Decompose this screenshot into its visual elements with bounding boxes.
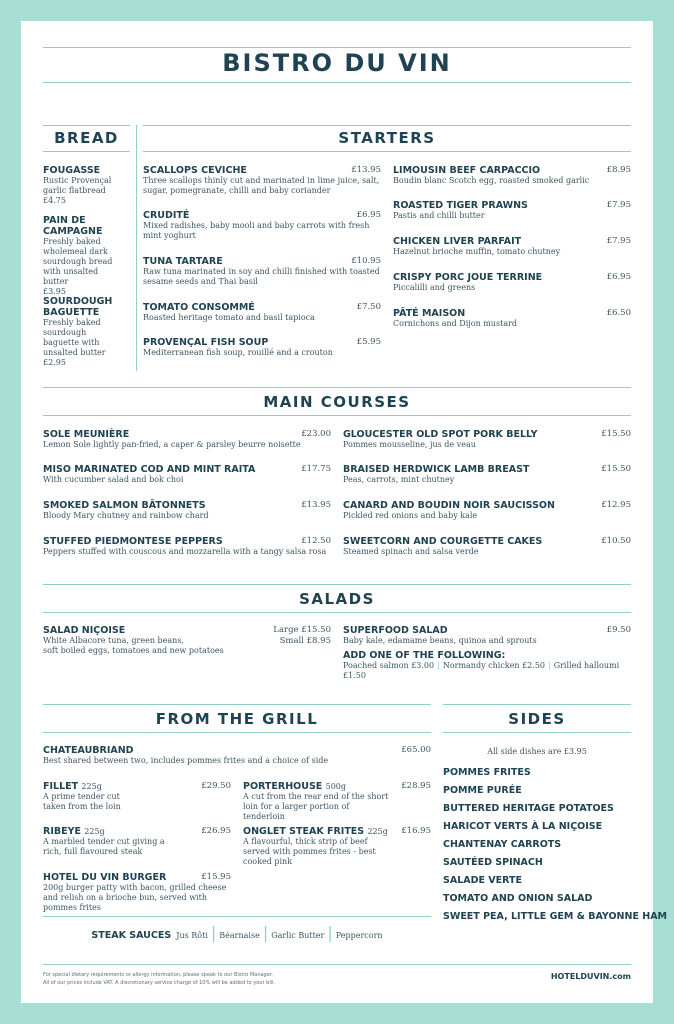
starter-item [143,337,381,358]
grill-item [243,781,431,822]
starter-name: SCALLOPS CEVICHE [143,165,247,176]
website-link[interactable]: HOTELDUVIN.com [550,972,631,981]
grill-desc: Best shared between two, includes pommes frites and a choice of side [43,756,329,765]
grill-name-text: PORTERHOUSE [243,781,323,792]
grill-name-text: ONGLET STEAK FRITES [243,826,365,837]
bread-item-name: SOURDOUGH BAGUETTE [43,296,113,318]
starter-name: TUNA TARTARE [143,256,223,267]
main-price: £12.50 [301,536,331,546]
starter-desc: Piccalilli and greens [393,283,476,292]
bread-item-name: FOUGASSE [43,165,101,176]
side-item: SALADE VERTE [443,875,522,886]
main-price: £10.50 [601,536,631,546]
starter-item [143,302,381,323]
bread-item-price: £2.95 [43,358,66,367]
bread-item-price: £4.75 [43,196,66,205]
salads-heading: SALADS [299,590,375,608]
starter-item [143,210,381,241]
main-name: MISO MARINATED COD AND MINT RAITA [43,464,256,475]
grill-price: £16.95 [401,826,431,836]
salad-price-large: Large £15.50 [273,625,331,635]
grill-price: £26.95 [201,826,231,836]
grill-weight: 225g [367,827,388,836]
starter-item [143,256,381,287]
starter-price: £6.95 [356,210,381,220]
footer-note [43,971,463,987]
starter-price: £8.95 [606,165,631,175]
addon-item: Grilled halloumi £1.50 [343,661,620,680]
main-name: SWEETCORN AND COURGETTE CAKES [343,536,543,547]
starter-name: PÂTÉ MAISON [393,308,466,319]
sauce-item: Garlic Butter [271,931,325,940]
starter-item [143,165,381,196]
sauce-item: Béarnaise [219,931,260,940]
side-item: TOMATO AND ONION SALAD [443,893,593,904]
bread-item [43,215,123,297]
main-price: £17.75 [301,464,331,474]
salad-name: SALAD NIÇOISE [43,625,126,636]
starter-item [393,272,631,293]
salads-rule-top [43,584,631,585]
mains-rule-bottom [43,415,631,416]
separator: | [548,661,551,670]
starters-heading: STARTERS [338,129,436,147]
salad-desc: Baby kale, edamame beans, quinoa and sprouts [343,636,537,645]
starter-item [393,200,631,221]
main-name: GLOUCESTER OLD SPOT PORK BELLY [343,429,538,440]
side-item: POMME PURÉE [443,785,522,796]
addon-item: Normandy chicken £2.50 [442,661,545,670]
side-item: SWEET PEA, LITTLE GEM & BAYONNE HAM [443,911,667,922]
sauce-item: Peppercorn [335,931,383,940]
bread-item-desc: Rustic Provençal garlic flatbread [43,176,112,195]
footer-line: For special dietary requirements or allergy information, please speak to our Bistro Manager. [43,972,273,978]
separator: | [210,923,217,942]
starter-desc: Three scallops thinly cut and marinated in lime juice, salt, sugar, pomegranate, chilli and baby coriander [143,176,380,195]
starter-name: TOMATO CONSOMMÉ [143,302,255,313]
starter-name: CRISPY PORC JOUE TERRINE [393,272,543,283]
bread-rule-bottom [43,151,130,152]
grill-price: £28.95 [401,781,431,791]
starter-desc: Pastis and chilli butter [393,211,485,220]
side-item: HARICOT VERTS À LA NIÇOISE [443,821,603,832]
main-item [43,500,331,521]
grill-weight: 225g [81,782,102,791]
bread-heading: BREAD [54,129,119,147]
main-price: £12.95 [601,500,631,510]
salad-item-nicoise [43,625,331,656]
addon-item: Poached salmon £3.00 [343,661,435,670]
starter-desc: Mixed radishes, baby mooli and baby carrots with fresh mint yoghurt [143,221,370,240]
side-item: POMMES FRITES [443,767,531,778]
bread-item-name: PAIN DE CAMPAGNE [43,215,103,237]
grill-price: £15.95 [201,872,231,882]
main-desc: Steamed spinach and salsa verde [343,547,479,556]
mains-heading: MAIN COURSES [263,393,411,411]
starter-desc: Cornichons and Dijon mustard [393,319,518,328]
starter-price: £5.95 [356,337,381,347]
starter-desc: Boudin blanc Scotch egg, roasted smoked garlic [393,176,590,185]
starter-desc: Roasted heritage tomato and basil tapioca [143,313,315,322]
grill-name: CHATEAUBRIAND [43,745,134,756]
steak-sauces [43,923,431,942]
page-title: BISTRO DU VIN [222,49,452,77]
addons-list [343,661,631,681]
sauce-item: Jus Rôti [176,931,208,940]
grill-name-text: FILLET [43,781,79,792]
sauces-label: STEAK SAUCES [91,930,172,941]
salads-rule-bottom [43,612,631,613]
main-desc: With cucumber salad and bok choi [43,475,184,484]
main-desc: Peas, carrots, mint chutney [343,475,455,484]
starter-price: £7.50 [356,302,381,312]
grill-desc: A prime tender cut taken from the loin [43,792,121,811]
grill-desc: A cut from the rear end of the short loin for a larger portion of tenderloin [243,792,389,821]
main-name: SOLE MEUNIÈRE [43,429,130,440]
main-name: CANARD AND BOUDIN NOIR SAUCISSON [343,500,555,511]
grill-item [43,826,231,857]
bread-item [43,296,123,368]
bread-item-price: £3.95 [43,287,66,296]
separator: | [262,923,269,942]
starter-item [393,165,631,186]
menu-sheet [21,21,667,1003]
salad-item-superfood [343,625,631,681]
main-item [343,536,631,557]
main-price: £13.95 [301,500,331,510]
grill-weight: 225g [84,827,105,836]
sides-rule-bottom [443,732,631,733]
main-desc: Pommes mousseline, jus de veau [343,440,476,449]
starter-price: £6.95 [606,272,631,282]
grill-desc: A marbled tender cut giving a rich, full flavoured steak [43,837,165,856]
main-price: £15.50 [601,464,631,474]
starter-desc: Mediterranean fish soup, rouillé and a crouton [143,348,333,357]
starter-name: LIMOUSIN BEEF CARPACCIO [393,165,541,176]
bread-divider [136,125,137,371]
grill-name-text: HOTEL DU VIN BURGER [43,872,167,883]
starter-item [393,236,631,257]
starter-desc: Hazelnut brioche muffin, tomato chutney [393,247,561,256]
starter-price: £7.95 [606,200,631,210]
main-item [43,429,331,450]
title-rule-bottom [43,82,631,83]
bread-rule-top [43,125,130,126]
bread-item-desc: Freshly baked sourdough baguette with unsalted butter [43,318,106,357]
main-item [343,500,631,521]
sauces-rule [43,916,431,917]
starter-name: ROASTED TIGER PRAWNS [393,200,528,211]
grill-rule-bottom [43,732,431,733]
side-item: CHANTENAY CARROTS [443,839,562,850]
grill-price: £65.00 [401,745,431,755]
sides-heading: SIDES [508,710,566,728]
sides-rule-top [443,704,631,705]
main-desc: Pickled red onions and baby kale [343,511,478,520]
grill-weight: 500g [325,782,346,791]
bread-item [43,165,123,206]
starter-desc: Raw tuna marinated in soy and chilli finished with toasted sesame seeds and Thai basil [143,267,380,286]
main-name: BRAISED HERDWICK LAMB BREAST [343,464,530,475]
title-rule-top [43,47,631,48]
main-name: SMOKED SALMON BÂTONNETS [43,500,206,511]
salad-price-small: Small £8.95 [279,636,331,646]
sides-list [443,747,667,922]
main-name: STUFFED PIEDMONTESE PEPPERS [43,536,223,547]
bread-item-desc: Freshly baked wholemeal dark sourdough bread with unsalted butter [43,237,113,286]
starter-name: PROVENÇAL FISH SOUP [143,337,269,348]
mains-rule-top [43,387,631,388]
grill-item-chateaubriand [43,745,431,766]
starter-name: CRUDITÉ [143,210,190,221]
salad-desc: White Albacore tuna, green beans, [43,636,184,645]
starter-item [393,308,631,329]
main-price: £23.00 [301,429,331,439]
separator: | [437,661,440,670]
main-item [343,429,631,450]
main-desc: Lemon Sole lightly pan-fried, a caper & parsley beurre noisette [43,440,301,449]
footer-rule [43,964,631,965]
addons-heading: ADD ONE OF THE FOLLOWING: [343,650,506,661]
grill-item [43,872,231,913]
grill-name-text: RIBEYE [43,826,81,837]
grill-price: £29.50 [201,781,231,791]
starter-price: £6.50 [606,308,631,318]
main-desc: Peppers stuffed with couscous and mozzarella with a tangy salsa rosa [43,547,327,556]
sides-note: All side dishes are £3.95 [487,747,587,756]
starters-rule-top [143,125,631,126]
main-desc: Bloody Mary chutney and rainbow chard [43,511,209,520]
side-item: BUTTERED HERITAGE POTATOES [443,803,614,814]
grill-item [243,826,431,867]
starter-price: £13.95 [351,165,381,175]
starter-price: £7.95 [606,236,631,246]
salad-desc: soft boiled eggs, tomatoes and new potatoes [43,646,224,655]
main-item [43,464,331,485]
grill-rule-top [43,704,431,705]
grill-item [43,781,231,812]
salad-name: SUPERFOOD SALAD [343,625,448,636]
starter-price: £10.95 [351,256,381,266]
grill-desc: A flavourful, thick strip of beef served with pommes frites - best cooked pink [243,837,376,866]
grill-desc: 200g burger patty with bacon, grilled cheese and relish on a brioche bun, served with pommes frites [43,883,227,912]
main-price: £15.50 [601,429,631,439]
footer-line: All of our prices include VAT. A discretionary service charge of 10% will be added to your bill. [43,980,276,986]
salad-price: £9.50 [606,625,631,635]
side-item: SAUTÉED SPINACH [443,857,543,868]
main-item [343,464,631,485]
starters-rule-bottom [143,151,631,152]
separator: | [327,923,333,942]
grill-heading: FROM THE GRILL [155,710,319,728]
main-item [43,536,331,557]
starter-name: CHICKEN LIVER PARFAIT [393,236,522,247]
